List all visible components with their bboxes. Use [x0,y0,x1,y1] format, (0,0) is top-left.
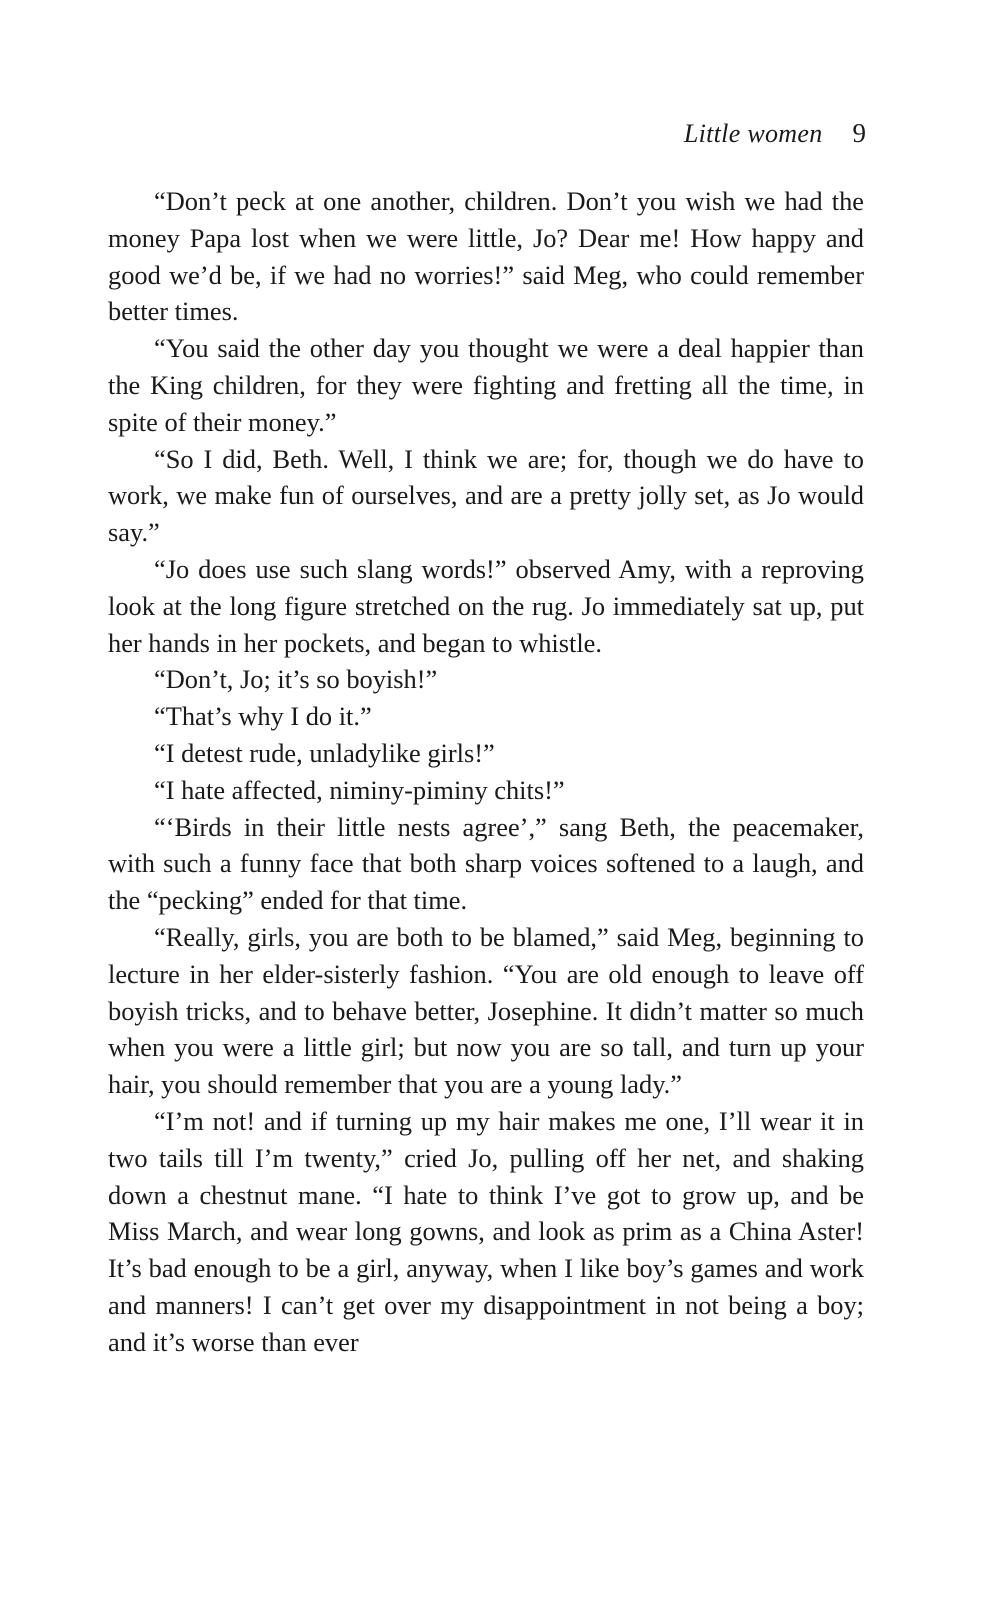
paragraph: “Really, girls, you are both to be blamed,” said Meg, beginning to lecture in her elder-sisterly fashion. “You are old enough to leave off boyish tricks, and to behave better, Josephine. It didn’t matter so much when you were a little girl; but now you are so tall, and turn up your hair, you should remember that you are a young lady.” [108,921,864,1100]
page-number: 9 [852,118,866,148]
paragraph: “That’s why I do it.” [154,701,372,732]
paragraph: “‘Birds in their little nests agree’,” sang Beth, the peacemaker, with such a funny face that both sharp voices softened to a laugh, and the “pecking” ended for that time. [108,811,864,916]
paragraph: “Don’t, Jo; it’s so boyish!” [154,664,438,695]
paragraph: “Jo does use such slang words!” observed Amy, with a reproving look at the long figure stretched on the rug. Jo immediately sat up, put her hands in her pockets, and began to whistle. [108,553,864,658]
running-head [108,118,866,149]
body-text [108,183,864,1361]
paragraph: “I hate affected, niminy-piminy chits!” [154,774,565,805]
running-title: Little women [683,119,823,148]
paragraph: “Don’t peck at one another, children. Don’t you wish we had the money Papa lost when we were little, Jo? Dear me! How happy and good we’d be, if we had no worries!” said Meg, who could remember better times. [108,186,864,327]
paragraph: “So I did, Beth. Well, I think we are; for, though we do have to work, we make fun of ourselves, and are a pretty jolly set, as Jo would say.” [108,443,864,548]
paragraph: “I detest rude, unladylike girls!” [154,737,495,768]
paragraph: “I’m not! and if turning up my hair makes me one, I’ll wear it in two tails till I’m twenty,” cried Jo, pulling off her net, and shaking down a chestnut mane. “I hate to think I’ve got to grow up, and be Miss March, and wear long gowns, and look as prim as a China Aster! It’s bad enough to be a girl, anyway, when I like boy’s games and work and manners! I can’t get over my disappointment in not being a boy; and it’s worse than ever [108,1105,864,1357]
paragraph: “You said the other day you thought we were a deal happier than the King children, for they were fighting and fretting all the time, in spite of their money.” [108,333,864,437]
